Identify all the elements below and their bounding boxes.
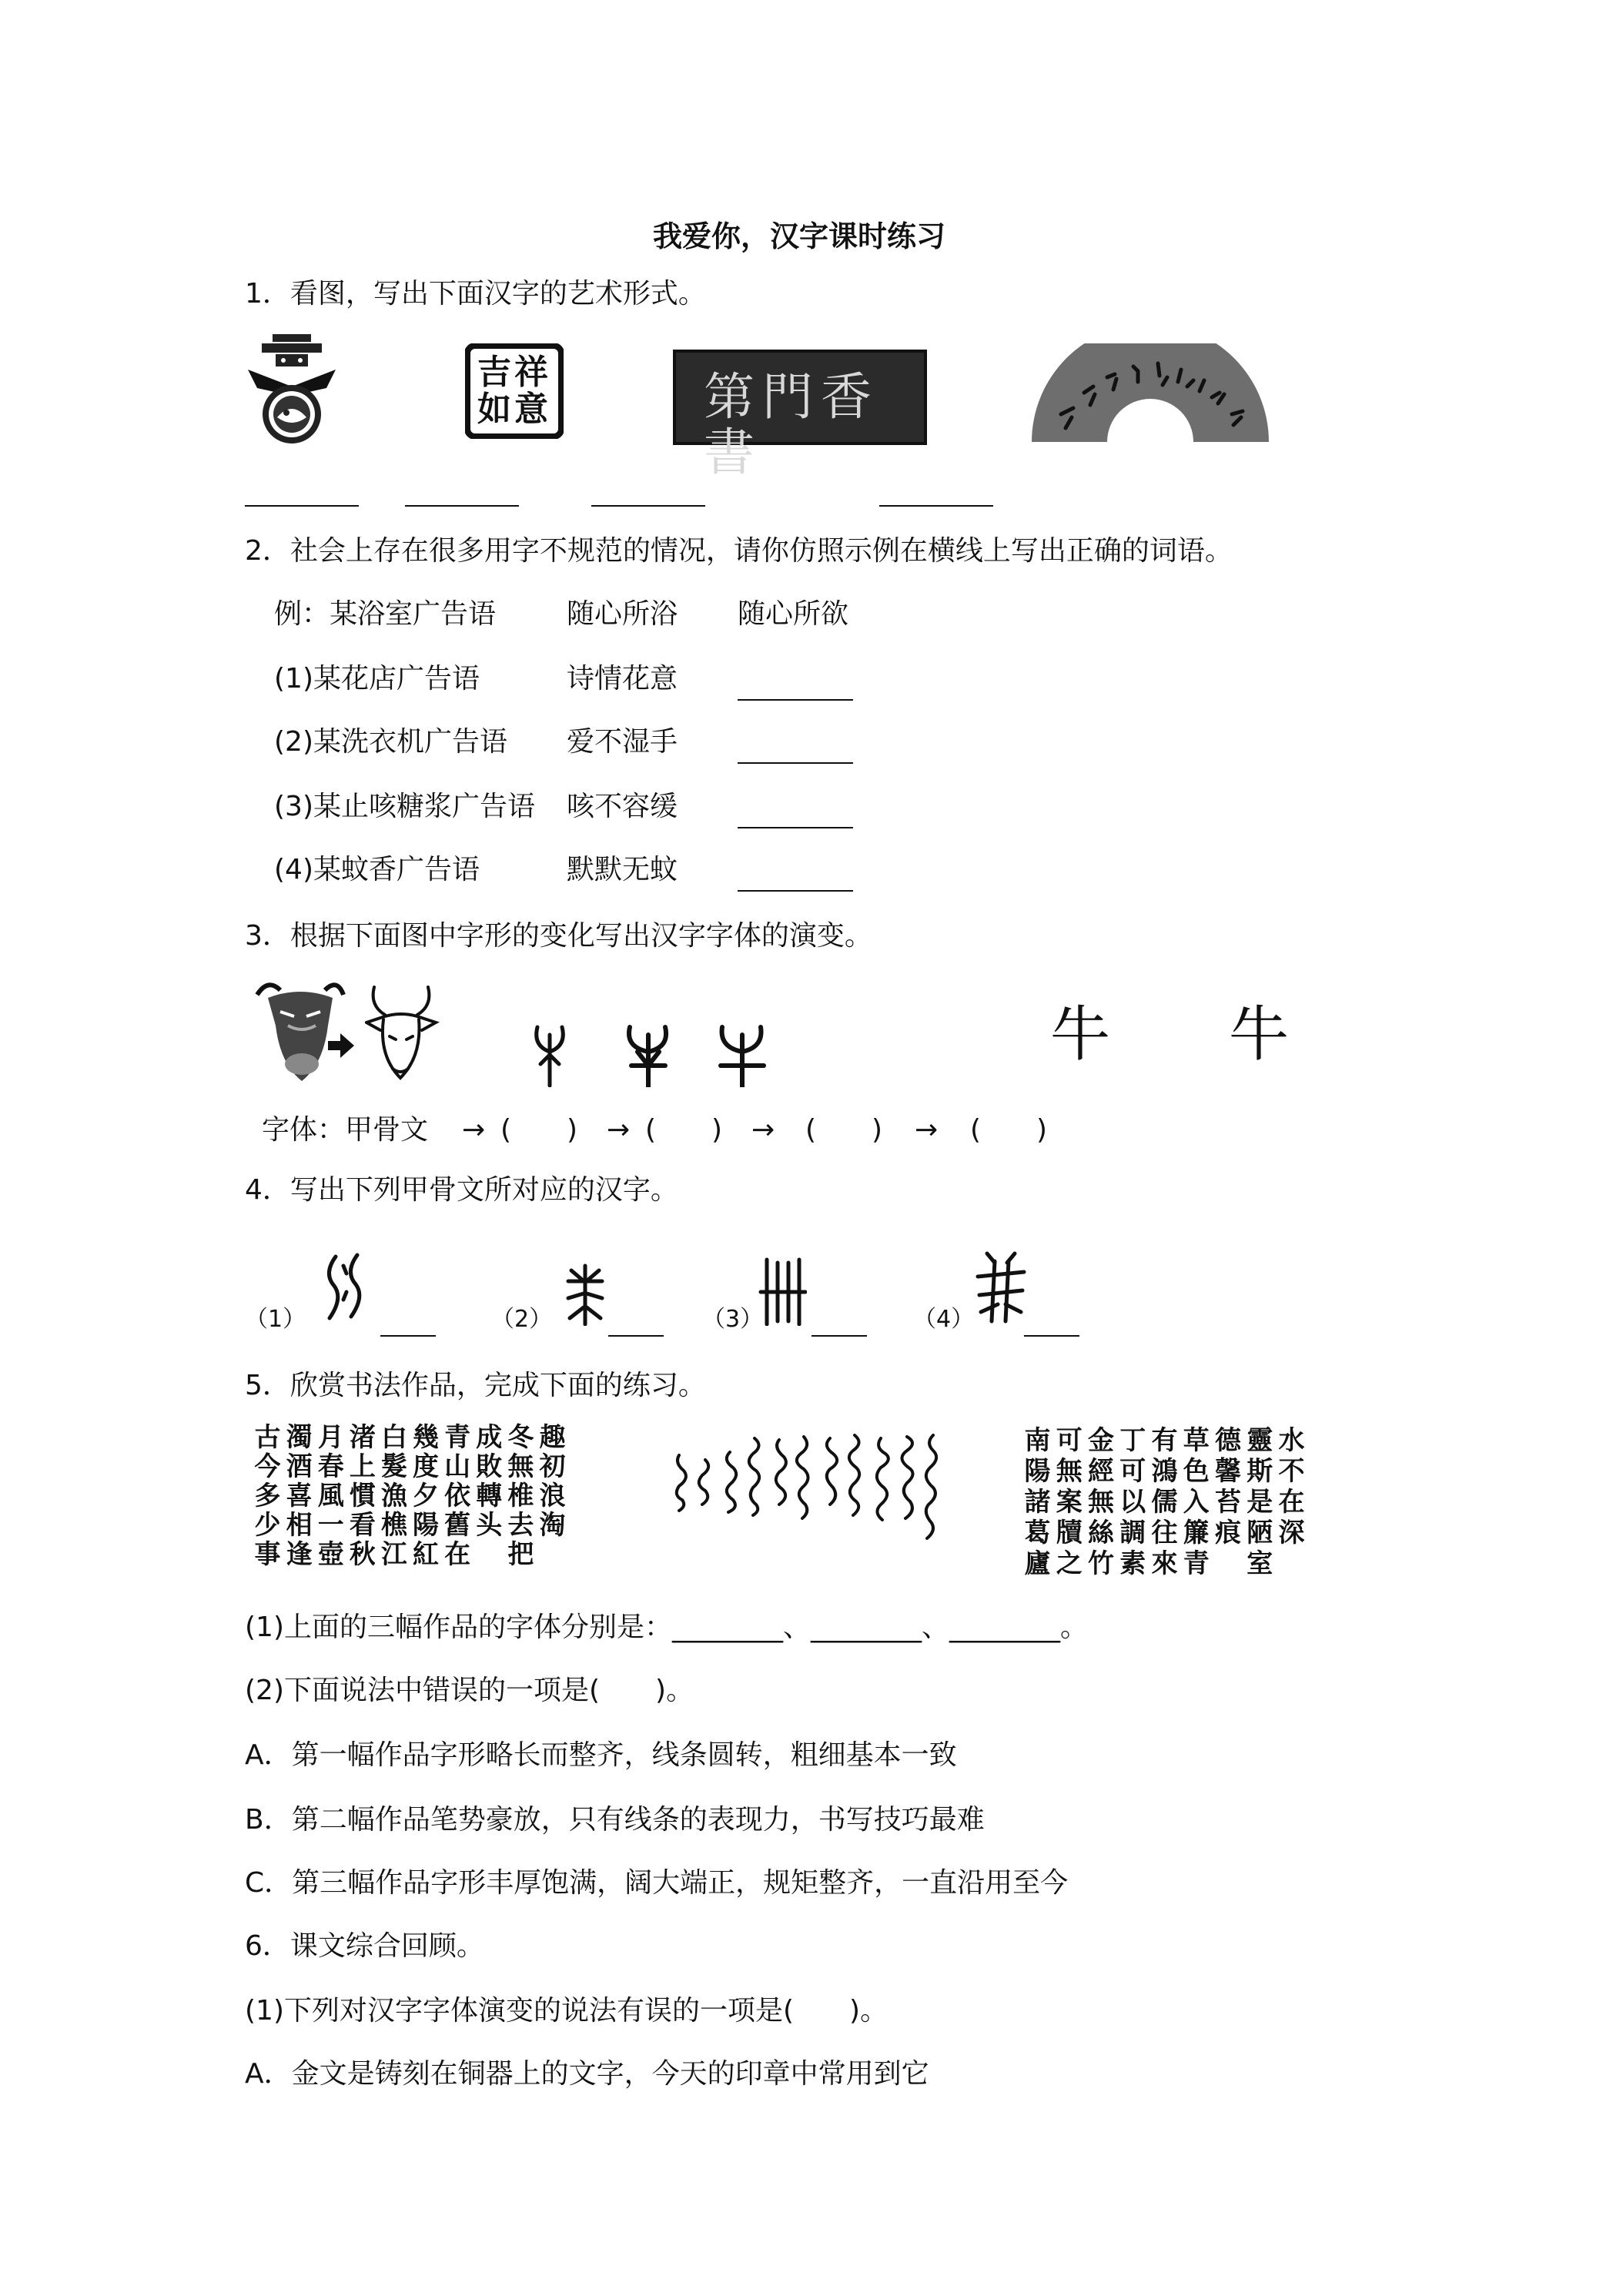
question-1-prompt: 1．看图，写出下面汉字的艺术形式。 <box>245 278 706 310</box>
work3-column: 德馨苔痕 <box>1210 1426 1241 1549</box>
q3-answer-paren-1[interactable]: ( ) <box>500 1114 578 1146</box>
q4-item-number: （4） <box>913 1306 975 1333</box>
oracle-glyph-2 <box>561 1263 610 1326</box>
q4-answer-blank-2[interactable] <box>608 1310 664 1337</box>
question-3-prompt: 3．根据下面图中字形的变化写出汉字字体的演变。 <box>245 920 872 952</box>
work1-column: 月春風一壺 <box>313 1423 344 1569</box>
q5-option-c: C．第三幅作品字形丰厚饱满，阔大端正，规矩整齐，一直沿用至今 <box>245 1867 1069 1899</box>
q4-item-number: （1） <box>245 1306 306 1333</box>
q1-answer-blank-4[interactable] <box>879 480 993 507</box>
q2-item-label: (4)某蚊香广告语 <box>274 854 480 885</box>
q4-answer-blank-1[interactable] <box>380 1310 436 1337</box>
q2-item-wrong: 爱不湿手 <box>567 726 678 758</box>
q6-sub-question-1: (1)下列对汉字字体演变的说法有误的一项是( )。 <box>245 1995 888 2027</box>
q3-answer-paren-4[interactable]: ( ) <box>970 1114 1048 1146</box>
work3-column: 水不在深 <box>1273 1426 1304 1549</box>
q5-sub-question-2: (2)下面说法中错误的一项是( )。 <box>245 1675 694 1706</box>
clerical-ox-character: 牛 <box>1050 1000 1111 1069</box>
q2-answer-blank-1[interactable] <box>738 674 853 701</box>
ox-photo-icon <box>257 985 343 1081</box>
q2-example-wrong: 随心所浴 <box>567 598 678 630</box>
oracle-glyph-3 <box>758 1257 807 1326</box>
work1-column: 成敗轉头 <box>470 1423 502 1540</box>
q2-answer-blank-2[interactable] <box>738 738 853 764</box>
q3-arrow: → <box>462 1114 486 1146</box>
work3-column: 南陽諸葛廬 <box>1019 1426 1050 1580</box>
q2-item-wrong: 诗情花意 <box>567 663 678 694</box>
q1-answer-blank-2[interactable] <box>405 480 519 507</box>
work1-column: 趣初浪淘 <box>534 1423 565 1540</box>
work3-column: 靈斯是陋室 <box>1241 1426 1273 1580</box>
work1-column: 渚上慣看秋 <box>344 1423 376 1569</box>
work1-column: 濁酒喜相逢 <box>281 1423 313 1569</box>
q4-answer-blank-4[interactable] <box>1024 1310 1079 1337</box>
q5-option-a: A．第一幅作品字形略长而整齐，线条圆转，粗细基本一致 <box>245 1739 957 1771</box>
q4-item-number: （3） <box>702 1306 764 1333</box>
q2-item-label: (1)某花店广告语 <box>274 663 480 694</box>
calligraphy-work-1 <box>249 1423 565 1574</box>
question-6-prompt: 6．课文综合回顾。 <box>245 1930 484 1962</box>
work3-column: 可無案牘之 <box>1051 1426 1083 1580</box>
ox-evolution-figure <box>254 972 1286 1087</box>
q3-arrow: → <box>915 1114 939 1146</box>
oracle-glyph-1 <box>320 1250 371 1323</box>
paper-cut-image <box>246 333 337 447</box>
plaque-text: 第門香書 <box>704 367 879 482</box>
regular-ox-character: 牛 <box>1229 1000 1290 1069</box>
q6-option-a: A．金文是铸刻在铜器上的文字，今天的印章中常用到它 <box>245 2058 929 2090</box>
work1-column: 冬無椎去把 <box>502 1423 534 1569</box>
calligraphy-work-3 <box>1019 1426 1304 1580</box>
q2-item-label: (2)某洗衣机广告语 <box>274 726 507 758</box>
q5-option-b: B．第二幅作品笔势豪放，只有线条的表现力，书写技巧最难 <box>245 1804 985 1836</box>
q1-answer-blank-1[interactable] <box>245 480 359 507</box>
work3-column: 草色入簾青 <box>1178 1426 1210 1580</box>
q2-item-wrong: 默默无蚊 <box>567 854 678 885</box>
work1-column: 古今多少事 <box>249 1423 280 1569</box>
q2-answer-blank-4[interactable] <box>738 865 853 892</box>
seal-text: 吉祥如意 <box>477 353 551 429</box>
work1-column: 青山依舊在 <box>439 1423 470 1569</box>
fan-image <box>1030 343 1270 443</box>
q4-item-number: （2） <box>491 1306 553 1333</box>
work1-column: 白髮漁樵江 <box>376 1423 407 1569</box>
q2-answer-blank-3[interactable] <box>738 802 853 828</box>
calligraphy-work-2 <box>664 1429 949 1578</box>
q3-answer-paren-3[interactable]: ( ) <box>805 1114 883 1146</box>
work3-column: 丁可以調素 <box>1114 1426 1146 1580</box>
question-5-prompt: 5．欣赏书法作品，完成下面的练习。 <box>245 1370 706 1401</box>
q2-example-right: 随心所欲 <box>738 598 849 630</box>
q5-sub-question-1: (1)上面的三幅作品的字体分别是：________、________、________。 <box>245 1612 1088 1643</box>
page-title: 我爱你，汉字课时练习 <box>653 219 946 253</box>
q3-script-line-prefix: 字体：甲骨文 <box>262 1114 429 1146</box>
work3-column: 金經無絲竹 <box>1083 1426 1114 1580</box>
work3-column: 有鴻儒往來 <box>1146 1426 1177 1580</box>
plaque-image <box>673 350 927 482</box>
oracle-glyph-4 <box>975 1250 1027 1324</box>
work1-column: 幾度夕陽紅 <box>407 1423 439 1569</box>
q3-arrow: → <box>607 1114 631 1146</box>
q2-item-label: (3)某止咳糖浆广告语 <box>274 791 535 822</box>
q3-answer-paren-2[interactable]: ( ) <box>645 1114 723 1146</box>
q1-answer-blank-3[interactable] <box>591 480 705 507</box>
question-2-prompt: 2．社会上存在很多用字不规范的情况，请你仿照示例在横线上写出正确的词语。 <box>245 535 1233 567</box>
q4-answer-blank-3[interactable] <box>812 1310 867 1337</box>
q2-example-label: 例：某浴室广告语 <box>274 598 497 630</box>
seal-image <box>465 343 564 439</box>
q2-item-wrong: 咳不容缓 <box>567 791 678 822</box>
q3-arrow: → <box>751 1114 775 1146</box>
question-4-prompt: 4．写出下列甲骨文所对应的汉字。 <box>245 1174 678 1206</box>
